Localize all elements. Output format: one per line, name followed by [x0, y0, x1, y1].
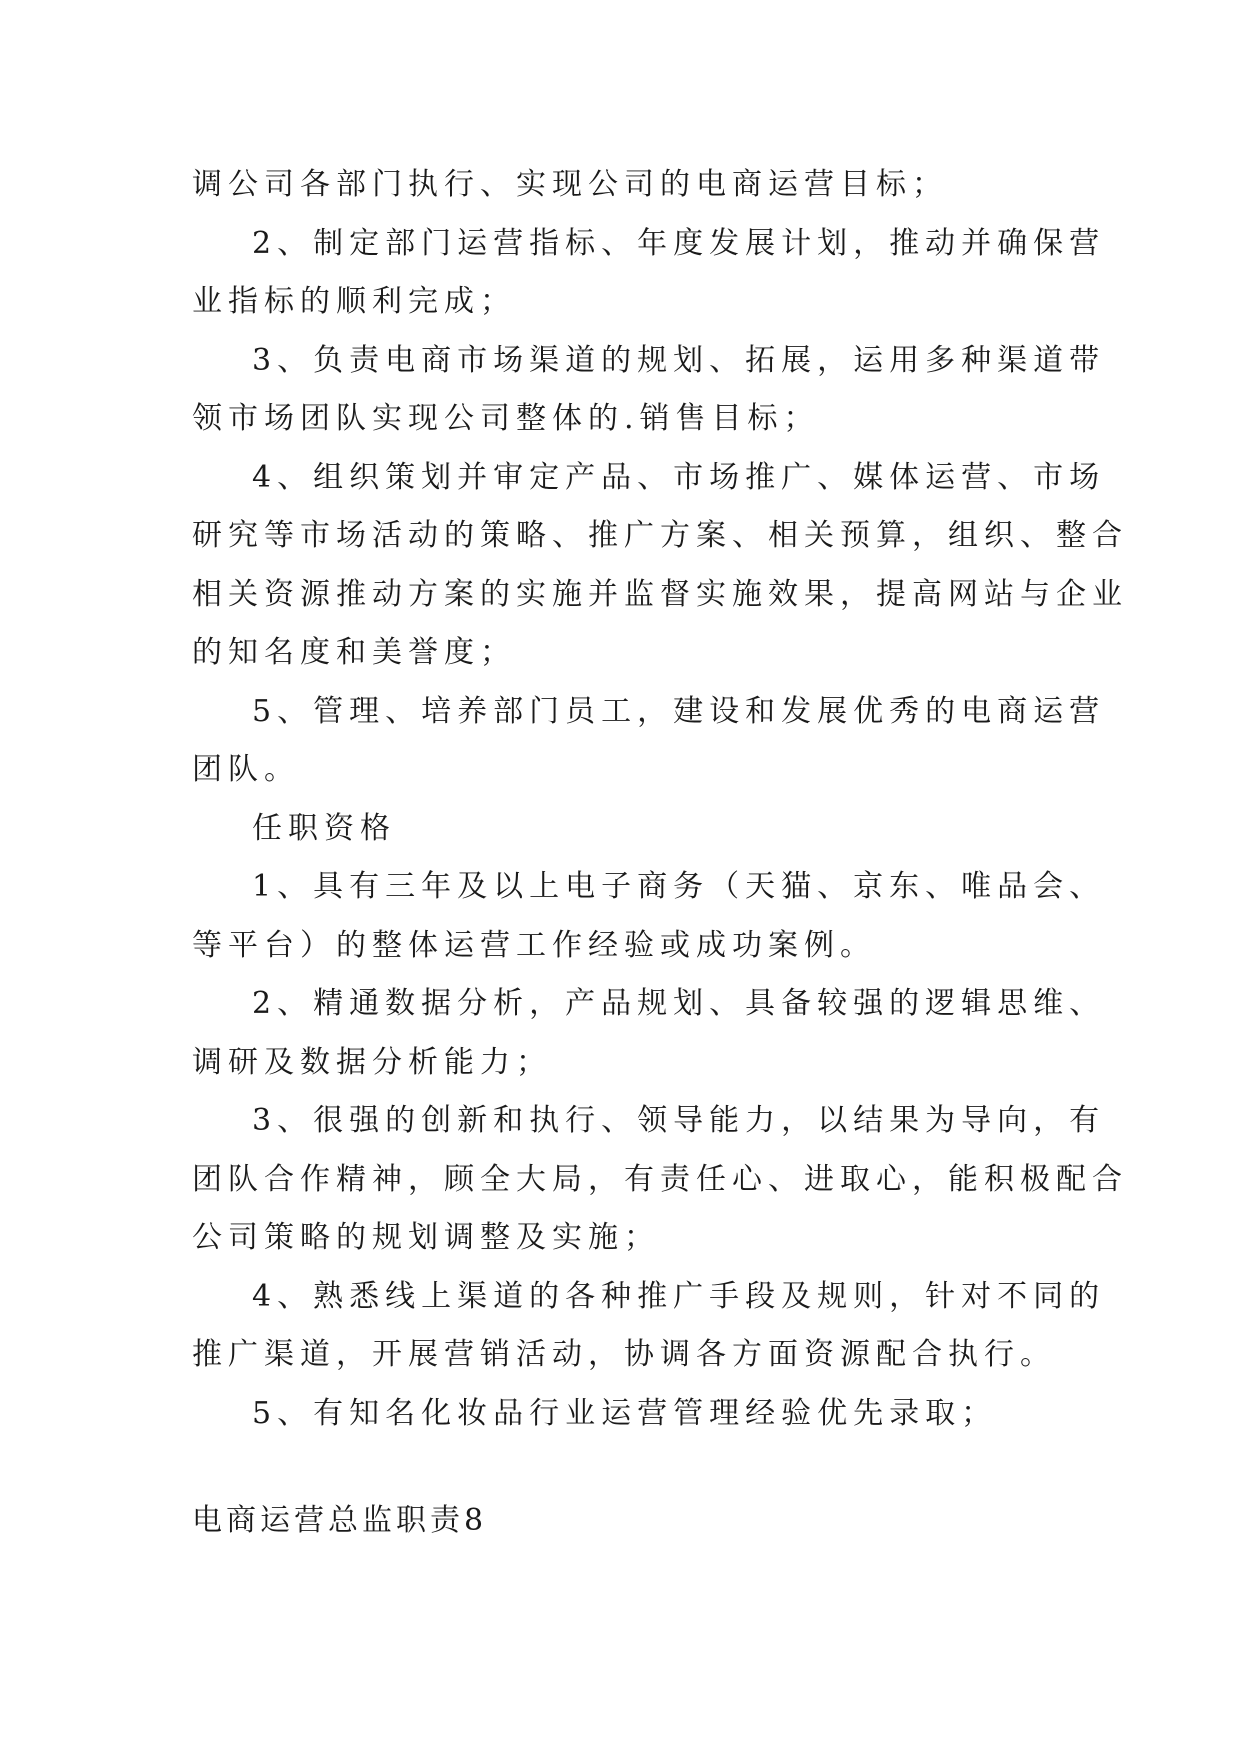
text-line: 5、有知名化妆品行业运营管理经验优先录取；	[252, 1395, 998, 1431]
text-line: 推广渠道，开展营销活动，协调各方面资源配合执行。	[192, 1337, 1056, 1372]
subheading-qualifications: 任职资格	[252, 810, 396, 846]
text-line: 4、组织策划并审定产品、市场推广、媒体运营、市场	[252, 459, 1106, 495]
text-line: 2、制定部门运营指标、年度发展计划，推动并确保营	[252, 225, 1106, 261]
text-line: 4、熟悉线上渠道的各种推广手段及规则，针对不同的	[252, 1278, 1106, 1314]
text-line: 团队。	[192, 752, 300, 787]
text-line: 1、具有三年及以上电子商务（天猫、京东、唯品会、	[252, 869, 1106, 904]
text-line: 团队合作精神，顾全大局，有责任心、进取心，能积极配合	[192, 1161, 1128, 1197]
text-line: 调公司各部门执行、实现公司的电商运营目标；	[192, 167, 948, 202]
text-line: 的知名度和美誉度；	[192, 635, 516, 670]
text-line: 等平台）的整体运营工作经验或成功案例。	[192, 927, 876, 963]
text-line: 5、管理、培养部门员工，建设和发展优秀的电商运营	[252, 693, 1106, 729]
text-line: 2、精通数据分析，产品规划、具备较强的逻辑思维、	[252, 986, 1106, 1021]
section-heading: 电商运营总监职责8	[192, 1503, 488, 1538]
text-line: 领市场团队实现公司整体的.销售目标；	[192, 401, 820, 436]
text-line: 3、负责电商市场渠道的规划、拓展，运用多种渠道带	[252, 342, 1106, 378]
text-line: 业指标的顺利完成；	[192, 284, 516, 319]
text-line: 3、很强的创新和执行、领导能力，以结果为导向，有	[252, 1103, 1106, 1138]
text-line: 研究等市场活动的策略、推广方案、相关预算，组织、整合	[192, 518, 1128, 553]
text-line: 调研及数据分析能力；	[192, 1044, 552, 1080]
text-line: 相关资源推动方案的实施并监督实施效果，提高网站与企业	[192, 576, 1128, 612]
body-text	[192, 156, 1128, 1443]
text-line: 公司策略的规划调整及实施；	[192, 1220, 660, 1255]
